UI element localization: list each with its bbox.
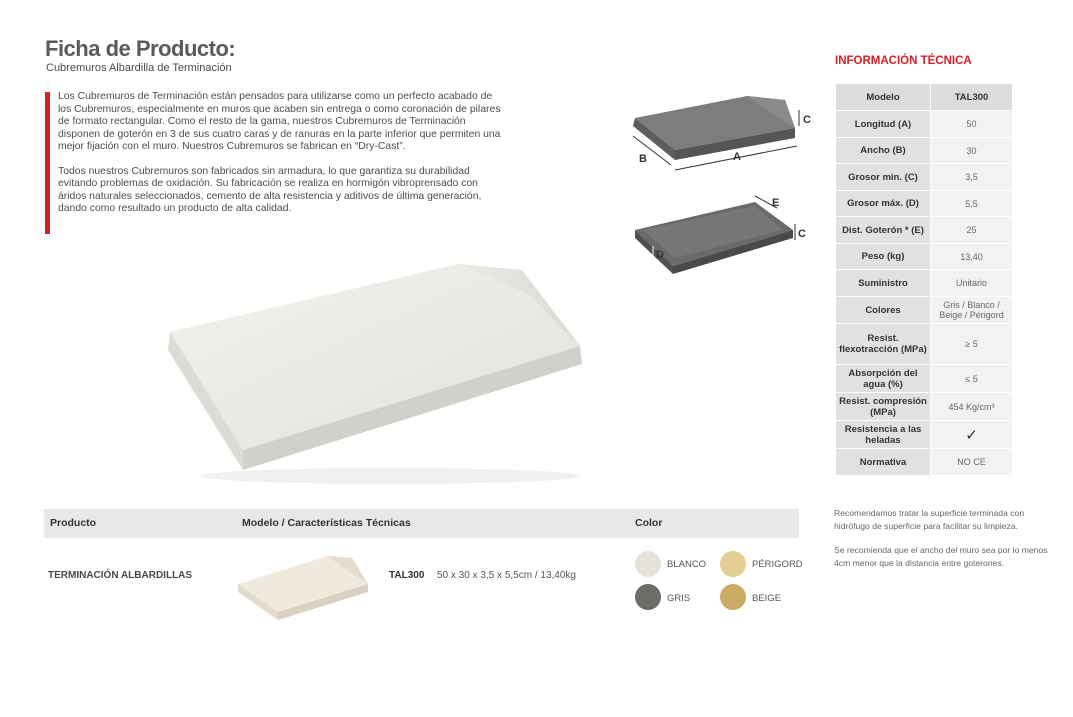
spec-row	[836, 217, 1013, 244]
spec-key: Peso (kg)	[836, 244, 931, 270]
col-product: Producto	[50, 517, 97, 529]
spec-value: 3,5	[931, 164, 1013, 191]
label-d: D	[656, 249, 664, 261]
spec-key: Resistencia a las heladas	[836, 421, 931, 449]
label-c-top: C	[803, 114, 811, 126]
spec-value: 5,5	[931, 191, 1013, 217]
dimension-diagram-bottom	[625, 190, 825, 280]
dimension-diagram-top	[625, 90, 825, 180]
spec-key: Normativa	[836, 449, 931, 476]
spec-key: Ancho (B)	[836, 138, 931, 164]
spec-row	[836, 111, 1013, 138]
spec-row	[836, 421, 1013, 449]
spec-row	[836, 138, 1013, 164]
spec-value: NO CE	[931, 449, 1013, 476]
product-name: TERMINACIÓN ALBARDILLAS	[48, 570, 193, 581]
spec-header-row	[836, 84, 1013, 111]
spec-row	[836, 244, 1013, 270]
spec-header-value: TAL300	[931, 84, 1013, 111]
col-model: Modelo / Características Técnicas	[242, 517, 411, 529]
spec-row	[836, 191, 1013, 217]
color-label-perigord: PÉRIGORD	[752, 559, 803, 570]
intro-paragraph-1: Los Cubremuros de Terminación están pensados para utilizarse como un perfecto acabado de los Cubremuros, especialmente en muros que acaben sin entrega o como coronación de pilares de formato rectangular. Como el resto de la gama, nuestros Cubremuros de Terminación disponen de goterón en 3 de sus cuatro caras y de ranuras en la parte inferior que permiten una mejor fijación con el muro. Nuestros Cubremuros se fabrican en “Dry-Cast”.	[58, 91, 501, 152]
spec-row	[836, 297, 1013, 324]
color-swatch-gris	[635, 584, 661, 610]
color-label-blanco: BLANCO	[667, 559, 707, 570]
intro-paragraph-2: Todos nuestros Cubremuros son fabricados sin armadura, lo que garantiza su durabilidad evitando problemas de oxidación. Su fabricación se realiza en hormigón vibroprensado con áridos naturales seleccionados, cemento de alta resistencia y aditivos de última generación, dando como resultado un producto de alta calidad.	[58, 165, 482, 214]
spec-row	[836, 449, 1013, 476]
notes	[834, 507, 1059, 581]
label-b: B	[639, 153, 647, 165]
product-table-header	[44, 509, 799, 538]
spec-value: 13,40	[931, 244, 1013, 270]
label-c-bottom: C	[798, 228, 806, 240]
accent-bar	[45, 92, 50, 234]
color-label-beige: BEIGE	[752, 593, 782, 604]
page-subtitle: Cubremuros Albardilla de Terminación	[46, 62, 232, 74]
spec-value: Unitario	[931, 270, 1013, 297]
spec-row	[836, 365, 1013, 393]
product-model: TAL300	[389, 570, 425, 581]
spec-key: Grosor máx. (D)	[836, 191, 931, 217]
color-label-gris: GRIS	[667, 593, 691, 604]
spec-row	[836, 393, 1013, 421]
product-hero-image	[140, 240, 610, 500]
spec-value: 30	[931, 138, 1013, 164]
spec-value: 454 Kg/cm³	[931, 393, 1013, 421]
product-thumbnail	[232, 550, 372, 625]
label-e: E	[772, 197, 780, 209]
spec-row	[836, 270, 1013, 297]
spec-key: Grosor min. (C)	[836, 164, 931, 191]
page-title: Ficha de Producto:	[45, 36, 236, 61]
intro-text	[58, 91, 508, 228]
label-a: A	[733, 151, 741, 163]
color-swatch-beige	[720, 584, 746, 610]
spec-key: Resist. compresión (MPa)	[836, 393, 931, 421]
spec-key: Absorpción del agua (%)	[836, 365, 931, 393]
spec-value: ≥ 5	[931, 324, 1013, 365]
color-swatch-blanco	[635, 551, 661, 577]
note-2: Se recomienda que el ancho del muro sea por lo menos 4cm menor que la distancia entre goterones.	[834, 545, 1048, 568]
color-swatch-perigord	[720, 551, 746, 577]
technical-spec-table	[835, 83, 1013, 476]
spec-value: 50	[931, 111, 1013, 138]
spec-value: ≤ 5	[931, 365, 1013, 393]
spec-key: Colores	[836, 297, 931, 324]
spec-key: Suministro	[836, 270, 931, 297]
product-specs: 50 x 30 x 3,5 x 5,5cm / 13,40kg	[437, 570, 576, 581]
note-1: Recomendamos tratar la superficie terminada con hidrófugo de superficie para facilitar su limpieza.	[834, 508, 1025, 531]
spec-header-key: Modelo	[836, 84, 931, 111]
technical-info-title: INFORMACIÓN TÉCNICA	[835, 55, 972, 67]
spec-key: Longitud (A)	[836, 111, 931, 138]
spec-row	[836, 324, 1013, 365]
spec-key: Resist. flexotracción (MPa)	[836, 324, 931, 365]
spec-value: Gris / Blanco / Beige / Périgord	[931, 297, 1013, 324]
spec-row	[836, 164, 1013, 191]
spec-key: Dist. Goterón * (E)	[836, 217, 931, 244]
check-icon: ✓	[931, 421, 1013, 449]
col-color: Color	[635, 517, 663, 529]
spec-value: 25	[931, 217, 1013, 244]
